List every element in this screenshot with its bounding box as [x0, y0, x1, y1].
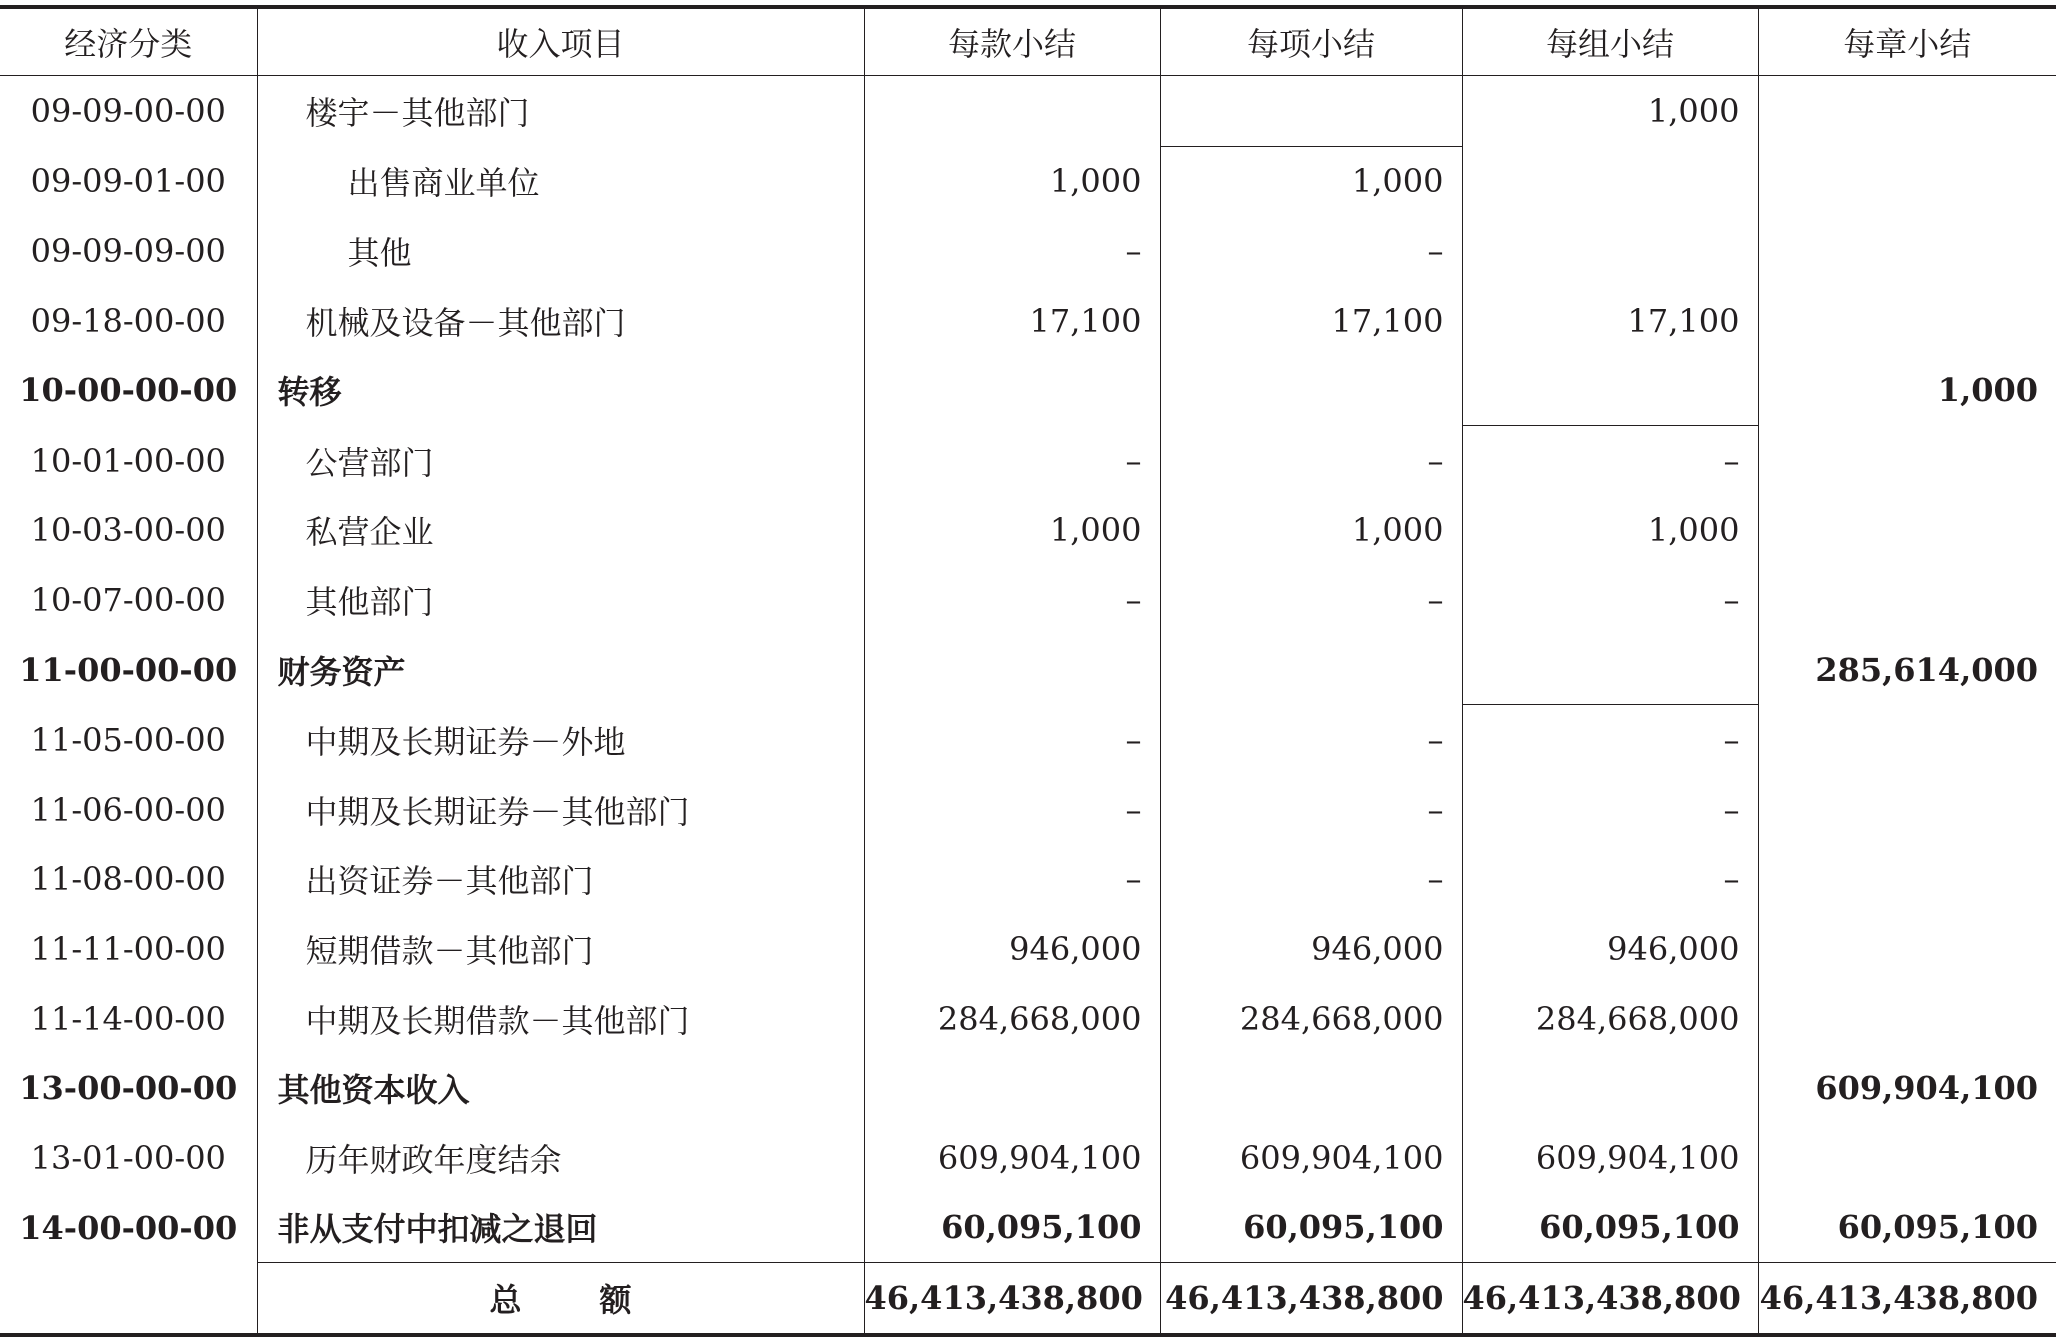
group-cell: 609,904,100 — [1462, 1123, 1758, 1193]
table-row — [0, 1193, 2056, 1263]
total-code-cell — [0, 1263, 257, 1335]
chapter-cell: 609,904,100 — [1758, 1053, 2056, 1123]
total-row — [0, 1263, 2056, 1335]
chapter-cell — [1758, 496, 2056, 566]
table-row — [0, 845, 2056, 915]
group-cell: – — [1462, 565, 1758, 635]
chapter-cell — [1758, 565, 2056, 635]
table-row — [0, 705, 2056, 775]
total-xiang-cell: 46,413,438,800 — [1160, 1263, 1462, 1335]
code-cell: 11-11-00-00 — [30, 929, 226, 968]
group-cell — [1462, 146, 1758, 216]
kuan-cell: – — [864, 845, 1160, 915]
chapter-cell — [1758, 146, 2056, 216]
code-cell: 10-07-00-00 — [30, 580, 226, 619]
kuan-cell: 1,000 — [864, 496, 1160, 566]
chapter-cell: 285,614,000 — [1758, 635, 2056, 705]
item-cell: 楼宇－其他部门 — [257, 76, 864, 147]
group-cell — [1462, 1053, 1758, 1123]
group-cell: 17,100 — [1462, 286, 1758, 356]
header-economic-classification: 经济分类 — [0, 7, 257, 76]
group-cell — [1462, 216, 1758, 286]
header-subtotal-per-kuan: 每款小结 — [864, 7, 1160, 76]
group-cell: 1,000 — [1462, 496, 1758, 566]
chapter-cell — [1758, 286, 2056, 356]
xiang-cell: 609,904,100 — [1160, 1123, 1462, 1193]
xiang-cell: 284,668,000 — [1160, 984, 1462, 1054]
total-label-char-1: 总 — [489, 1280, 522, 1319]
xiang-cell — [1160, 635, 1462, 705]
chapter-cell — [1758, 705, 2056, 775]
item-cell: 短期借款－其他部门 — [257, 914, 864, 984]
kuan-cell: 284,668,000 — [864, 984, 1160, 1054]
code-cell: 10-01-00-00 — [30, 441, 226, 480]
table-row — [0, 216, 2056, 286]
chapter-cell: 1,000 — [1758, 355, 2056, 425]
xiang-cell: 60,095,100 — [1160, 1193, 1462, 1263]
table-row — [0, 425, 2056, 495]
item-cell: 中期及长期证券－其他部门 — [257, 775, 864, 845]
kuan-cell: – — [864, 705, 1160, 775]
code-cell: 13-01-00-00 — [30, 1138, 226, 1177]
kuan-cell: – — [864, 425, 1160, 495]
code-cell: 09-09-00-00 — [30, 92, 226, 131]
code-cell: 11-06-00-00 — [30, 790, 226, 829]
xiang-cell: – — [1160, 565, 1462, 635]
table-row — [0, 635, 2056, 705]
code-cell: 09-09-01-00 — [30, 162, 226, 201]
group-cell: 284,668,000 — [1462, 984, 1758, 1054]
total-chapter-cell: 46,413,438,800 — [1758, 1263, 2056, 1335]
table-header-row — [0, 7, 2056, 76]
group-cell: – — [1462, 845, 1758, 915]
xiang-cell: – — [1160, 775, 1462, 845]
chapter-cell — [1758, 425, 2056, 495]
group-cell: 1,000 — [1462, 76, 1758, 147]
item-cell: 中期及长期借款－其他部门 — [257, 984, 864, 1054]
total-kuan-cell: 46,413,438,800 — [864, 1263, 1160, 1335]
code-cell: 10-00-00-00 — [19, 371, 238, 410]
table-row — [0, 146, 2056, 216]
item-cell: 财务资产 — [257, 635, 864, 705]
item-cell: 中期及长期证券－外地 — [257, 705, 864, 775]
code-cell: 11-08-00-00 — [30, 860, 226, 899]
header-subtotal-per-chapter: 每章小结 — [1758, 7, 2056, 76]
chapter-cell — [1758, 914, 2056, 984]
group-cell — [1462, 355, 1758, 425]
item-cell: 非从支付中扣减之退回 — [257, 1193, 864, 1263]
item-cell: 机械及设备－其他部门 — [257, 286, 864, 356]
group-cell — [1462, 635, 1758, 705]
group-cell: – — [1462, 705, 1758, 775]
group-cell: 60,095,100 — [1462, 1193, 1758, 1263]
item-cell: 出资证券－其他部门 — [257, 845, 864, 915]
header-subtotal-per-xiang: 每项小结 — [1160, 7, 1462, 76]
kuan-cell — [864, 355, 1160, 425]
item-cell: 其他部门 — [257, 565, 864, 635]
table-row — [0, 355, 2056, 425]
table-row — [0, 286, 2056, 356]
item-cell: 历年财政年度结余 — [257, 1123, 864, 1193]
xiang-cell: 17,100 — [1160, 286, 1462, 356]
chapter-cell — [1758, 984, 2056, 1054]
table-row — [0, 1053, 2056, 1123]
table-row — [0, 565, 2056, 635]
header-subtotal-per-group: 每组小结 — [1462, 7, 1758, 76]
kuan-cell: 609,904,100 — [864, 1123, 1160, 1193]
table-row — [0, 914, 2056, 984]
group-cell: – — [1462, 775, 1758, 845]
kuan-cell: 60,095,100 — [864, 1193, 1160, 1263]
header-revenue-item: 收入项目 — [257, 7, 864, 76]
table-row — [0, 984, 2056, 1054]
table-row — [0, 496, 2056, 566]
chapter-cell — [1758, 845, 2056, 915]
item-cell: 其他 — [257, 216, 864, 286]
xiang-cell: – — [1160, 845, 1462, 915]
kuan-cell: 946,000 — [864, 914, 1160, 984]
chapter-cell — [1758, 1123, 2056, 1193]
item-cell: 其他资本收入 — [257, 1053, 864, 1123]
table-row — [0, 775, 2056, 845]
xiang-cell: 1,000 — [1160, 496, 1462, 566]
item-cell: 转移 — [257, 355, 864, 425]
total-group-cell: 46,413,438,800 — [1462, 1263, 1758, 1335]
xiang-cell: 1,000 — [1160, 146, 1462, 216]
kuan-cell: 1,000 — [864, 146, 1160, 216]
budget-revenue-table — [0, 5, 2056, 1337]
kuan-cell: 17,100 — [864, 286, 1160, 356]
code-cell: 11-00-00-00 — [19, 650, 238, 689]
kuan-cell: – — [864, 775, 1160, 845]
xiang-cell: – — [1160, 216, 1462, 286]
item-cell: 公营部门 — [257, 425, 864, 495]
kuan-cell — [864, 76, 1160, 147]
chapter-cell — [1758, 775, 2056, 845]
item-cell: 出售商业单位 — [257, 146, 864, 216]
chapter-cell: 60,095,100 — [1758, 1193, 2056, 1263]
table-row — [0, 1123, 2056, 1193]
chapter-cell — [1758, 76, 2056, 147]
item-cell: 私营企业 — [257, 496, 864, 566]
xiang-cell: – — [1160, 705, 1462, 775]
kuan-cell: – — [864, 565, 1160, 635]
group-cell: 946,000 — [1462, 914, 1758, 984]
total-label-char-2: 额 — [599, 1280, 632, 1319]
xiang-cell — [1160, 355, 1462, 425]
chapter-cell — [1758, 216, 2056, 286]
code-cell: 09-09-09-00 — [30, 231, 226, 270]
xiang-cell — [1160, 76, 1462, 147]
code-cell: 10-03-00-00 — [30, 511, 226, 550]
code-cell: 09-18-00-00 — [30, 301, 226, 340]
xiang-cell: 946,000 — [1160, 914, 1462, 984]
code-cell: 11-05-00-00 — [30, 720, 226, 759]
table-row — [0, 76, 2056, 147]
xiang-cell — [1160, 1053, 1462, 1123]
kuan-cell: – — [864, 216, 1160, 286]
code-cell: 14-00-00-00 — [19, 1208, 238, 1247]
total-label — [257, 1263, 864, 1335]
group-cell: – — [1462, 425, 1758, 495]
kuan-cell — [864, 1053, 1160, 1123]
kuan-cell — [864, 635, 1160, 705]
code-cell: 13-00-00-00 — [19, 1069, 238, 1108]
code-cell: 11-14-00-00 — [30, 999, 226, 1038]
xiang-cell: – — [1160, 425, 1462, 495]
